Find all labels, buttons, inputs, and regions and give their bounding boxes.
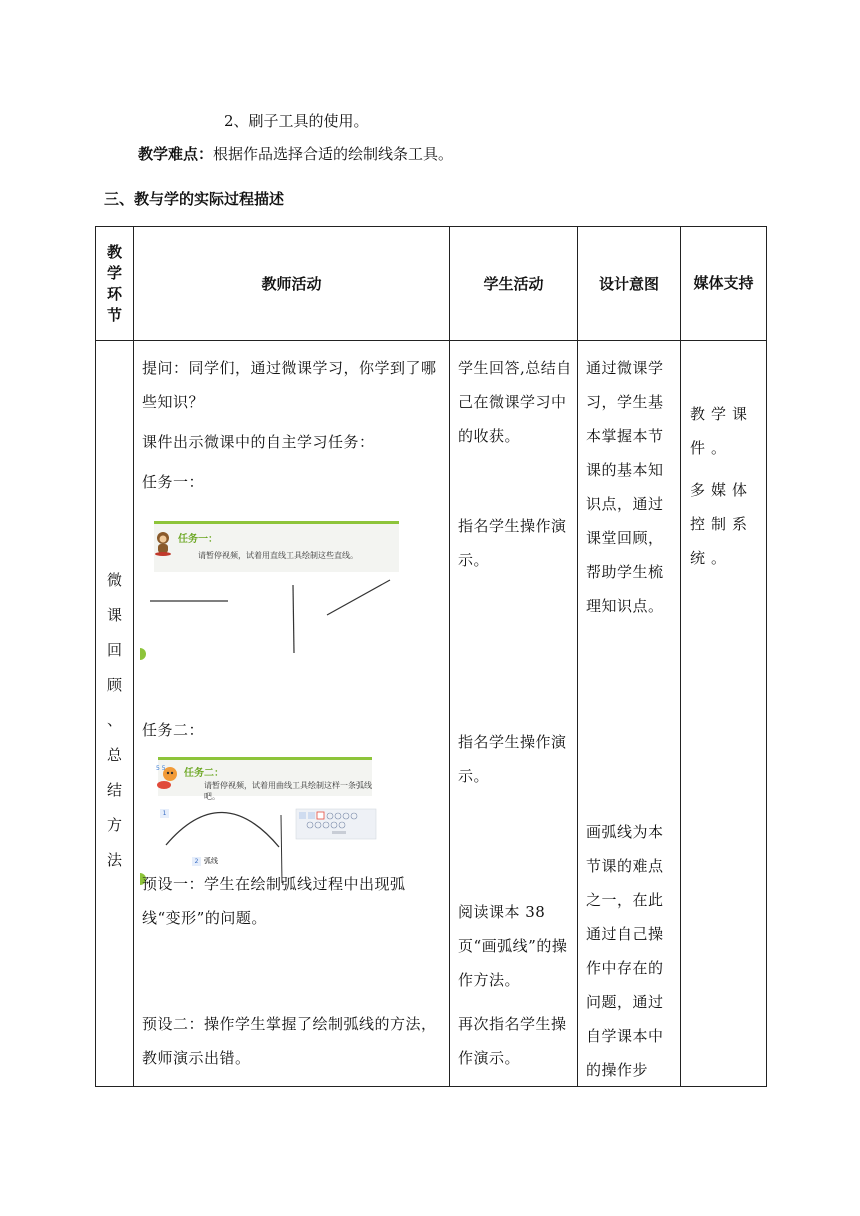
difficulty-text: 根据作品选择合适的绘制线条工具。 [213, 145, 454, 163]
design-d2: 画弧线为本节课的难点之一，在此通过自己操作中存在的问题，通过自学课本中的操作步 [586, 823, 664, 1079]
teacher-question: 提问：同学们，通过微课学习，你学到了哪些知识？ [142, 359, 437, 411]
svg-text:5 5: 5 5 [156, 765, 166, 772]
task1-screenshot [142, 517, 402, 667]
student-s1: 学生回答,总结自己在微课学习中的收获。 [458, 359, 572, 445]
task2-fig-caption: 弧线 [204, 857, 218, 865]
teacher-activity-cell [134, 341, 450, 1087]
media-m2: 多媒体控制系统。 [690, 481, 754, 567]
table-row [96, 341, 767, 1087]
header-stage: 教学环节 [96, 227, 134, 341]
header-design: 设计意图 [578, 227, 681, 341]
design-intent-cell [578, 341, 681, 1087]
student-activity-cell [450, 341, 578, 1087]
table-header-row [96, 227, 767, 341]
student-s3: 指名学生操作演示。 [458, 733, 567, 785]
task2-label: 任务二： [142, 721, 205, 739]
teacher-show-tasks: 课件出示微课中的自主学习任务： [142, 433, 375, 451]
task2-fig-num-2: 2 [192, 857, 201, 866]
media-m1: 教学课件。 [690, 405, 754, 457]
task2-banner-tag: 任务二： [184, 768, 224, 779]
media-support-cell [681, 341, 767, 1087]
process-table [95, 226, 767, 1087]
difficulty-line [138, 144, 453, 164]
preset-2: 预设二：操作学生掌握了绘制弧线的方法，教师演示出错。 [142, 1015, 437, 1067]
design-d1: 通过微课学习，学生基本掌握本节课的基本知识点，通过课堂回顾，帮助学生梳理知识点。 [586, 359, 664, 615]
student-s2: 指名学生操作演示。 [458, 517, 567, 569]
task2-fig-num-1: 1 [160, 809, 169, 818]
stage-vertical-text: 微 课 回 顾 、 总 结 方 法 [106, 571, 122, 869]
task2-banner-text: 请暂停视频，试着用曲线工具绘制这样一条弧线吧。 [204, 781, 372, 801]
objective-item-2: 2、刷子工具的使用。 [224, 112, 369, 130]
task1-banner-text: 请暂停视频，试着用直线工具绘制这些直线。 [198, 551, 358, 560]
header-teacher: 教师活动 [134, 227, 450, 341]
student-s4: 阅读课本 38 页“画弧线”的操作方法。 [458, 903, 568, 989]
task1-lines-figure [142, 517, 402, 667]
student-s5: 再次指名学生操作演示。 [458, 1015, 567, 1067]
difficulty-label: 教学难点： [138, 145, 214, 163]
section-title: 三、教与学的实际过程描述 [104, 190, 285, 208]
stage-cell [96, 341, 134, 1087]
task1-label: 任务一： [142, 473, 205, 491]
header-student: 学生活动 [450, 227, 578, 341]
preset-1: 预设一：学生在绘制弧线过程中出现弧线“变形”的问题。 [142, 875, 406, 927]
task1-banner-tag: 任务一： [178, 534, 218, 545]
header-media: 媒体支持 [681, 227, 767, 341]
